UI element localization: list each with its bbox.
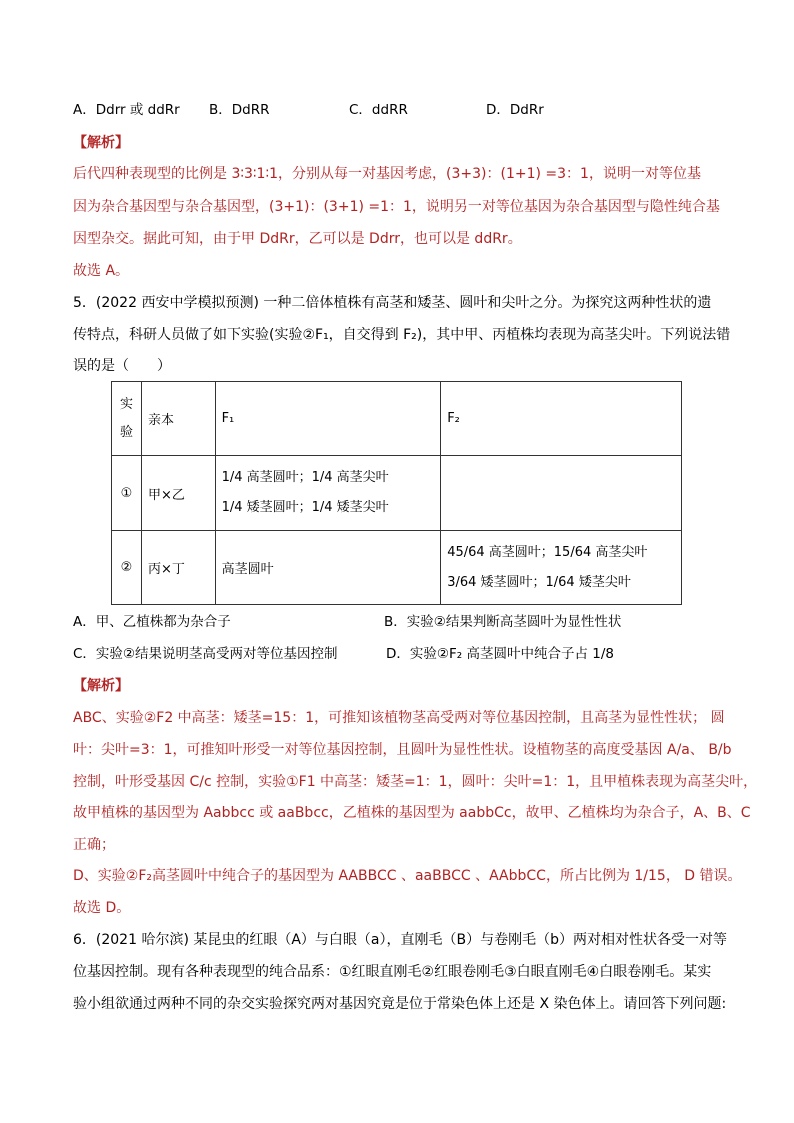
q5-analysis-line-3: 控制，叶形受基因 C/c 控制，实验①F1 中高茎：矮茎=1：1，圆叶：尖叶=1：1，且甲植株表现为高茎尖叶，	[73, 774, 758, 790]
q5-stem-line-2: 传特点，科研人员做了如下实验(实验②F₁，自交得到 F₂)，其中甲、丙植株均表现为高茎尖叶。下列说法错	[73, 327, 731, 343]
row-2-experiment: ②	[112, 531, 142, 605]
header-f2: F₂	[441, 382, 682, 456]
table-header-row	[112, 382, 682, 456]
row-2-f2	[441, 531, 682, 605]
row-1-experiment: ①	[112, 456, 142, 531]
q5-option-a: A．甲、乙植株都为杂合子	[73, 614, 231, 630]
row-1-f2	[441, 456, 682, 531]
q4-answer: 故选 A。	[73, 263, 130, 279]
q5-analysis-line-4: 故甲植株的基因型为 Aabbcc 或 aaBbcc，乙植株的基因型为 aabbCc，故甲、乙植株均为杂合子，A、B、C	[73, 805, 751, 821]
table-row	[112, 531, 682, 605]
q5-answer: 故选 D。	[73, 900, 131, 916]
q5-option-b: B．实验②结果判断高茎圆叶为显性性状	[384, 614, 622, 630]
q5-option-c: C．实验②结果说明茎高受两对等位基因控制	[73, 646, 338, 662]
table-row	[112, 456, 682, 531]
header-experiment: 实 验	[112, 382, 142, 456]
q4-analysis-line-2: 因为杂合基因型与杂合基因型，(3+1)：(3+1) =1：1，说明另一对等位基因为杂合基因型与隐性纯合基	[73, 199, 720, 215]
q4-option-d: D．DdRr	[486, 102, 544, 118]
q4-analysis-line-3: 因型杂交。据此可知，由于甲 DdRr，乙可以是 Ddrr，也可以是 ddRr。	[73, 231, 522, 247]
row-2-f2-line-2: 3/64 矮茎圆叶；1/64 矮茎尖叶	[447, 574, 631, 590]
q5-stem-line-1: 5．(2022 西安中学模拟预测) 一种二倍体植株有高茎和矮茎、圆叶和尖叶之分。为探究这两种性状的遗	[73, 295, 712, 311]
q5-stem-line-3: 误的是（ ）	[73, 358, 171, 374]
q6-stem-line-1: 6．(2021 哈尔滨) 某昆虫的红眼（A）与白眼（a），直刚毛（B）与卷刚毛（b）两对相对性状各受一对等	[73, 932, 728, 948]
experiment-table	[111, 381, 682, 605]
q5-analysis-line-6: D、实验②F₂高茎圆叶中纯合子的基因型为 AABBCC 、aaBBCC 、AAbbCC，所占比例为 1/15， D 错误。	[73, 868, 742, 884]
q6-stem-line-3: 验小组欲通过两种不同的杂交实验探究两对基因究竟是位于常染色体上还是 X 染色体上。请回答下列问题:	[73, 996, 727, 1012]
row-1-f1-line-2: 1/4 矮茎圆叶；1/4 矮茎尖叶	[221, 500, 389, 515]
row-1-f1	[215, 456, 441, 531]
q5-analysis-line-2: 叶：尖叶=3：1，可推知叶形受一对等位基因控制，且圆叶为显性性状。设植物茎的高度受基因 A/a、 B/b	[73, 742, 732, 758]
q4-option-b: B．DdRR	[209, 102, 270, 118]
header-f1: F₁	[215, 382, 441, 456]
row-2-f1: 高茎圆叶	[215, 531, 441, 605]
q5-option-d: D．实验②F₂ 高茎圆叶中纯合子占 1/8	[386, 646, 614, 662]
row-1-f1-line-1: 1/4 高茎圆叶；1/4 高茎尖叶	[221, 470, 389, 485]
header-parents: 亲本	[141, 382, 215, 456]
row-2-f2-line-1: 45/64 高茎圆叶；15/64 高茎尖叶	[447, 544, 648, 560]
q4-analysis-label: 【解析】	[73, 135, 129, 151]
q5-analysis-label: 【解析】	[73, 678, 129, 694]
q5-analysis-line-1: ABC、实验②F2 中高茎：矮茎=15：1，可推知该植物茎高受两对等位基因控制，且高茎为显性性状； 圆	[73, 710, 725, 726]
q6-stem-line-2: 位基因控制。现有各种表现型的纯合品系：①红眼直刚毛②红眼卷刚毛③白眼直刚毛④白眼卷刚毛。某实	[73, 964, 712, 980]
q4-analysis-line-1: 后代四种表现型的比例是 3∶3∶1∶1，分别从每一对基因考虑，(3+3)：(1+1) =3：1，说明一对等位基	[73, 166, 701, 182]
q4-option-c: C．ddRR	[349, 102, 408, 118]
row-1-parents: 甲×乙	[141, 456, 215, 531]
q5-analysis-line-5: 正确；	[73, 837, 115, 853]
q4-option-a: A．Ddrr 或 ddRr	[73, 102, 180, 118]
row-2-parents: 丙×丁	[141, 531, 215, 605]
